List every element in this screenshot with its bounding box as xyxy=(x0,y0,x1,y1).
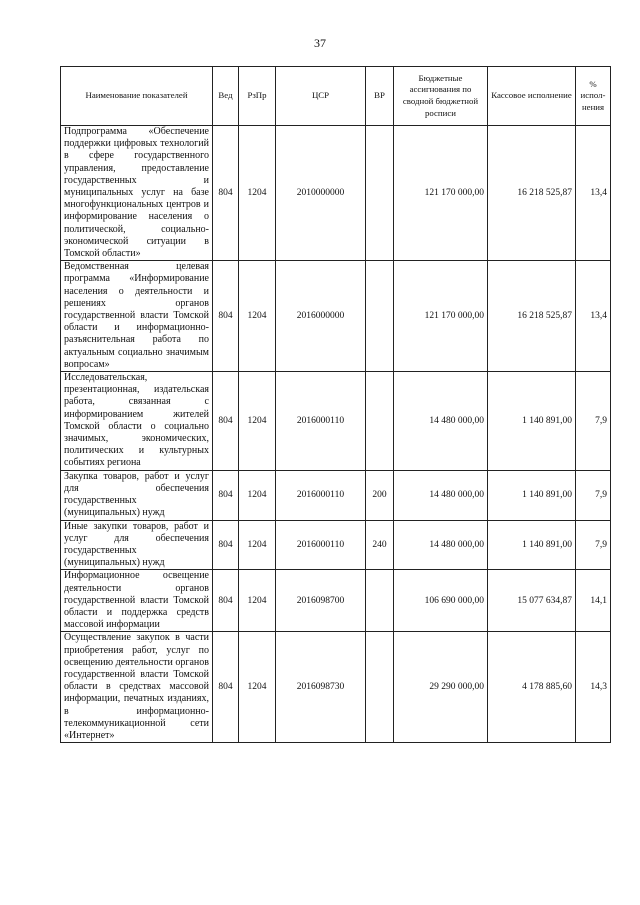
row-cash: 15 077 634,87 xyxy=(488,570,576,632)
row-cash: 4 178 885,60 xyxy=(488,632,576,743)
row-name: Иные закупки товаров, работ и услуг для обеспечения государственных (муниципальных) нужд xyxy=(61,520,213,570)
table-header-row xyxy=(61,67,611,126)
budget-execution-table xyxy=(60,66,611,743)
header-vr: ВР xyxy=(366,67,394,126)
row-cash: 1 140 891,00 xyxy=(488,372,576,471)
row-rzpr: 1204 xyxy=(239,126,276,261)
row-budget: 14 480 000,00 xyxy=(394,372,488,471)
row-vr xyxy=(366,570,394,632)
row-cash: 16 218 525,87 xyxy=(488,126,576,261)
row-pct: 13,4 xyxy=(576,261,611,372)
header-ved: Вед xyxy=(213,67,239,126)
row-pct: 7,9 xyxy=(576,372,611,471)
row-rzpr: 1204 xyxy=(239,261,276,372)
row-rzpr: 1204 xyxy=(239,470,276,520)
row-pct: 7,9 xyxy=(576,520,611,570)
header-execution-percent: % испол-нения xyxy=(576,67,611,126)
row-csr: 2016000110 xyxy=(276,520,366,570)
row-pct: 14,1 xyxy=(576,570,611,632)
header-cash-execution: Кассовое исполнение xyxy=(488,67,576,126)
row-name: Закупка товаров, работ и услуг для обеспечения государственных (муниципальных) нужд xyxy=(61,470,213,520)
row-pct: 14,3 xyxy=(576,632,611,743)
table-row xyxy=(61,570,611,632)
table-row xyxy=(61,261,611,372)
row-ved: 804 xyxy=(213,261,239,372)
row-vr xyxy=(366,261,394,372)
row-name: Подпрограмма «Обеспечение поддержки цифровых технологий в сфере государственного управления, предоставление государственных и муниципальных услуг на базе многофункциональных центров и информирование населения о политической, социально-экономической ситуации в Томской области» xyxy=(61,126,213,261)
row-budget: 121 170 000,00 xyxy=(394,126,488,261)
row-ved: 804 xyxy=(213,126,239,261)
row-ved: 804 xyxy=(213,520,239,570)
row-budget: 29 290 000,00 xyxy=(394,632,488,743)
table-row xyxy=(61,126,611,261)
header-indicator-name: Наименование показателей xyxy=(61,67,213,126)
row-csr: 2010000000 xyxy=(276,126,366,261)
row-name: Осуществление закупок в части приобретения работ, услуг по освещению деятельности органов государственной власти Томской области в средствах массовой информации, печатных изданиях, в информационно-телекоммуникационной сети «Интернет» xyxy=(61,632,213,743)
row-ved: 804 xyxy=(213,372,239,471)
row-budget: 106 690 000,00 xyxy=(394,570,488,632)
row-cash: 16 218 525,87 xyxy=(488,261,576,372)
row-ved: 804 xyxy=(213,470,239,520)
table-row xyxy=(61,520,611,570)
row-vr xyxy=(366,126,394,261)
row-rzpr: 1204 xyxy=(239,520,276,570)
row-pct: 13,4 xyxy=(576,126,611,261)
row-vr xyxy=(366,632,394,743)
row-vr: 240 xyxy=(366,520,394,570)
table-row xyxy=(61,372,611,471)
row-vr: 200 xyxy=(366,470,394,520)
row-rzpr: 1204 xyxy=(239,570,276,632)
row-ved: 804 xyxy=(213,570,239,632)
header-budget-allocations: Бюджетные ассигнования по сводной бюджетной росписи xyxy=(394,67,488,126)
row-csr: 2016098730 xyxy=(276,632,366,743)
header-rzpr: РзПр xyxy=(239,67,276,126)
row-csr: 2016098700 xyxy=(276,570,366,632)
row-rzpr: 1204 xyxy=(239,632,276,743)
row-rzpr: 1204 xyxy=(239,372,276,471)
row-name: Информационное освещение деятельности органов государственной власти Томской области и поддержка средств массовой информации xyxy=(61,570,213,632)
row-budget: 121 170 000,00 xyxy=(394,261,488,372)
row-budget: 14 480 000,00 xyxy=(394,520,488,570)
row-name: Исследовательская, презентационная, издательская работа, связанная с информированием жителей Томской области о социально значимых, экономических, политических и культурных событиях региона xyxy=(61,372,213,471)
row-pct: 7,9 xyxy=(576,470,611,520)
row-name: Ведомственная целевая программа «Информирование населения о деятельности и решениях органов государственной власти Томской области и информационно-разъяснительная работа по актуальным социально значимым вопросам» xyxy=(61,261,213,372)
row-csr: 2016000000 xyxy=(276,261,366,372)
table-row xyxy=(61,632,611,743)
row-csr: 2016000110 xyxy=(276,372,366,471)
row-cash: 1 140 891,00 xyxy=(488,520,576,570)
table-row xyxy=(61,470,611,520)
row-vr xyxy=(366,372,394,471)
page-number: 37 xyxy=(314,36,326,50)
row-budget: 14 480 000,00 xyxy=(394,470,488,520)
row-ved: 804 xyxy=(213,632,239,743)
row-csr: 2016000110 xyxy=(276,470,366,520)
row-cash: 1 140 891,00 xyxy=(488,470,576,520)
header-csr: ЦСР xyxy=(276,67,366,126)
